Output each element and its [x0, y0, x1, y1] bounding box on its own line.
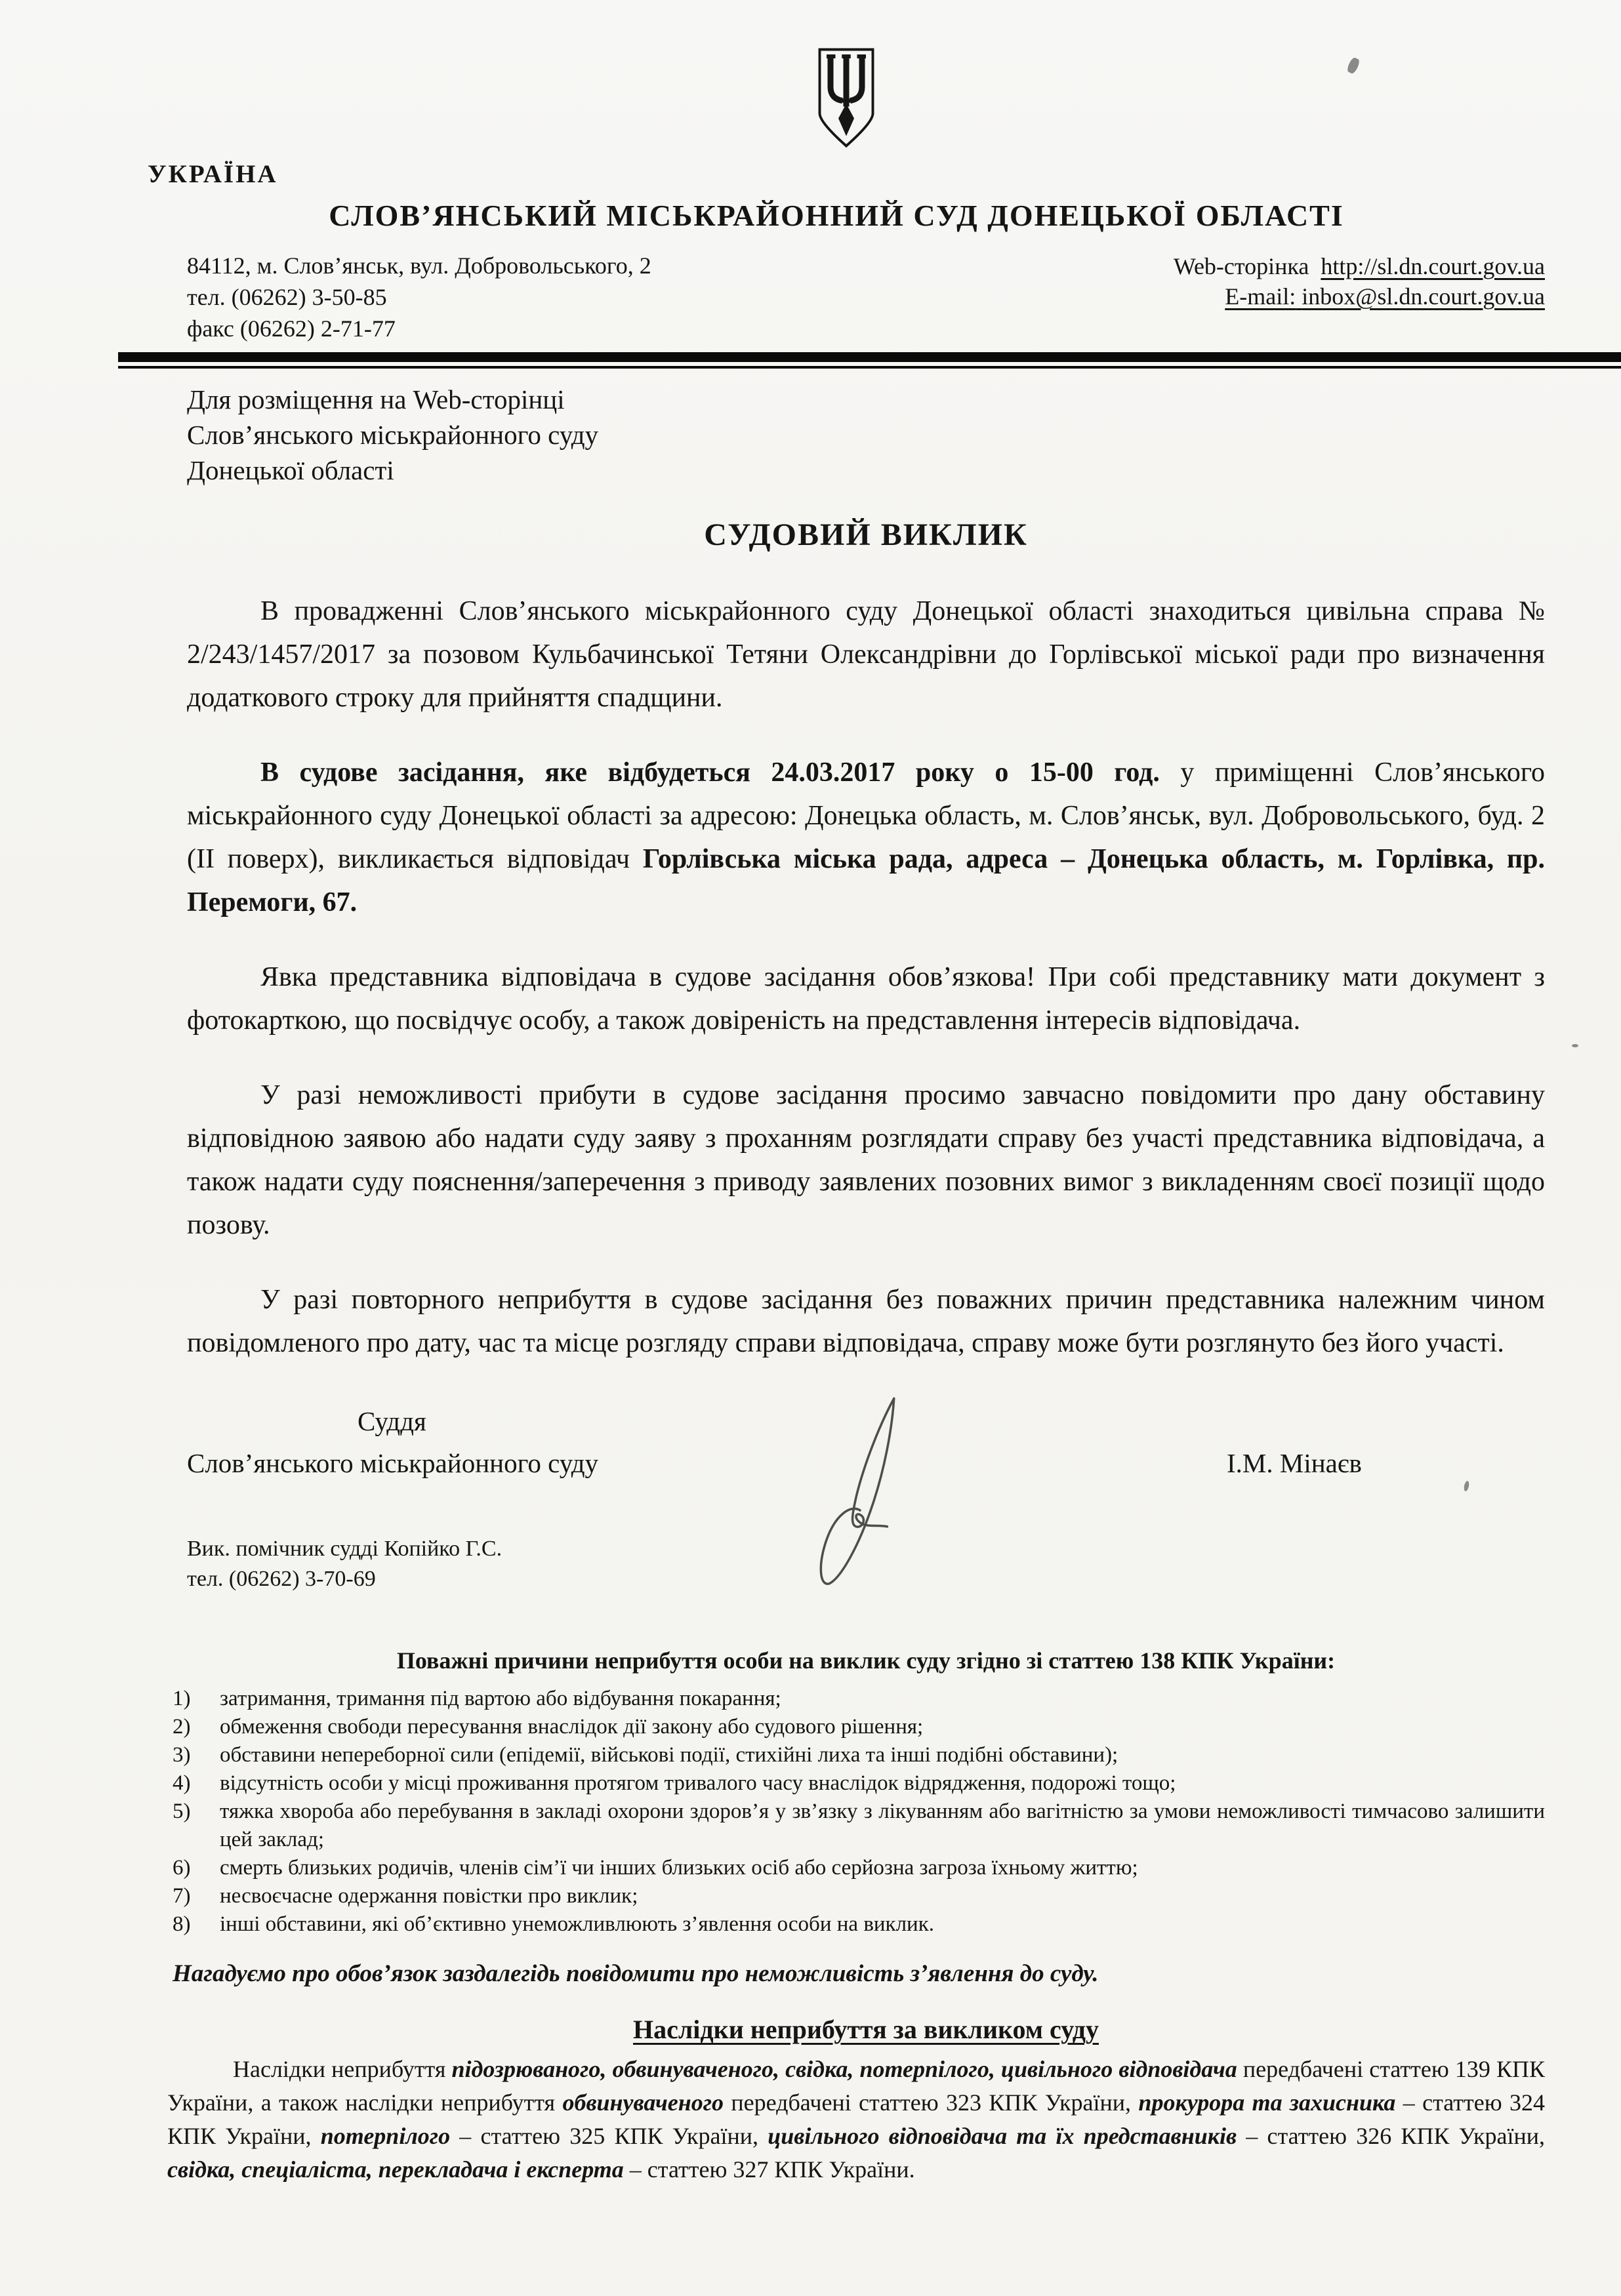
- email-label: E-mail:: [1225, 283, 1296, 310]
- email-line: [1174, 281, 1545, 312]
- assistant-name-line: Вик. помічник судді Копійко Г.С.: [187, 1537, 503, 1561]
- reason-item: 6) смерть близьких родичів, членів сім’ї чи інших близьких осіб або серйозна загроза їхньому життю;: [173, 1856, 1138, 1880]
- scan-artifact: [1572, 1044, 1578, 1047]
- email-address: inbox@sl.dn.court.gov.ua: [1302, 283, 1545, 310]
- judge-court-line: Слов’янського міськрайонного суду: [187, 1448, 599, 1478]
- document-title: СУДОВИЙ ВИКЛИК: [704, 517, 1028, 552]
- reason-item: 7) несвоєчасне одержання повістки про виклик;: [173, 1884, 638, 1908]
- recipient-note: [187, 382, 1545, 488]
- hearing-date-bold: В судове засідання, яке відбудеться 24.03.2017 року о 15-00 год.: [260, 757, 1160, 788]
- paragraph-case-info: В провадженні Слов’янського міськрайонного суду Донецької області знаходиться цивільна справа № 2/243/1457/2017 за позовом Кульбачинської Тетяни Олександрівни до Горлівської міської ради про визначення додаткового строку для прийняття спадщини.: [187, 596, 1545, 713]
- country-name: УКРАЇНА: [148, 160, 278, 188]
- paragraph-attendance: Явка представника відповідача в судове засідання обов’язкова! При собі представнику мати документ з фотокарткою, що посвідчує особу, а також довіреність на представлення інтересів відповідача.: [187, 962, 1545, 1036]
- reasons-list: [173, 1685, 1545, 1939]
- web-url: http://sl.dn.court.gov.ua: [1321, 253, 1545, 279]
- web-email-block: [1174, 250, 1545, 344]
- consequences-heading: Наслідки неприбуття за викликом суду: [633, 2015, 1099, 2044]
- recipient-line: Слов’янського міськрайонного суду: [187, 420, 599, 450]
- reason-item: 1) затримання, тримання під вартою або відбування покарання;: [173, 1687, 781, 1710]
- reason-item: 3) обставини непереборної сили (епідемії, військові події, стихійні лиха та інші подібні обставини);: [173, 1743, 1118, 1767]
- paragraph-repeat-absence: У разі повторного неприбуття в судове засідання без поважних причин представника належним чином повідомленого про дату, час та місце розгляду справи відповідача, справу може бути розглянуто без його участі.: [187, 1285, 1545, 1358]
- paragraph-hearing-info: В судове засідання, яке відбудеться 24.03.2017 року о 15-00 год. у приміщенні Слов’янського міськрайонного суду Донецької області за адресою: Донецька область, м. Слов’янськ, вул. Добровольського, буд. 2 (ІІ поверх), викликається відповідач Горлівська міська рада, адреса – Донецька область, м. Горлівка, пр. Перемоги, 67.: [187, 757, 1546, 917]
- reason-item: 8) інші обставини, які об’єктивно унеможливлюють з’явлення особи на виклик.: [173, 1912, 934, 1936]
- phone-line: тел. (06262) 3-50-85: [187, 284, 387, 310]
- paragraph-inability: У разі неможливості прибути в судове засідання просимо завчасно повідомити про дану обставину відповідною заявою або надати суду заяву з проханням розглядати справу без участі представника відповідача, а також надати суду пояснення/заперечення з приводу заявлених позовних вимог з викладенням своєї позиції щодо позову.: [187, 1080, 1545, 1240]
- judge-signature: [781, 1389, 977, 1592]
- contacts-row: [187, 250, 1545, 344]
- judge-name: І.М. Мінаєв: [1227, 1448, 1362, 1478]
- divider-rule-thin: [118, 366, 1621, 369]
- reason-item: 2) обмеження свободи пересування внаслідок дії закону або судового рішення;: [173, 1715, 924, 1739]
- recipient-line: Донецької області: [187, 455, 394, 485]
- court-address-block: [187, 250, 651, 344]
- reasons-heading: Поважні причини неприбуття особи на виклик суду згідно зі статтею 138 КПК України:: [396, 1647, 1336, 1674]
- consequences-paragraph: Наслідки неприбуття підозрюваного, обвинуваченого, свідка, потерпілого, цивільного відповідача передбачені статтею 139 КПК України, а також наслідки неприбуття обвинуваченого передбачені статтею 323 КПК України, прокурора та захисника – статтею 324 КПК України, потерпілого – статтею 325 КПК України, цивільного відповідача та їх представників – статтею 326 КПК України, свідка, спеціаліста, перекладача і експерта – статтею 327 КПК України.: [167, 2056, 1545, 2183]
- defendant-bold: Горлівська міська рада, адреса – Донецька область, м. Горлівка, пр. Перемоги, 67.: [187, 844, 1545, 917]
- emblem-wrap: [148, 46, 1545, 153]
- court-name: СЛОВ’ЯНСЬКИЙ МІСЬКРАЙОННИЙ СУД ДОНЕЦЬКОЇ ОБЛАСТІ: [329, 199, 1344, 232]
- reason-item: 4) відсутність особи у місці проживання протягом тривалого часу внаслідок відрядження, подорожі тощо;: [173, 1771, 1176, 1795]
- recipient-line: Для розміщення на Web-сторінці: [187, 384, 565, 414]
- web-line: [1174, 251, 1545, 281]
- assistant-phone-line: тел. (06262) 3-70-69: [187, 1567, 376, 1591]
- divider-rule-thick: [118, 352, 1621, 362]
- web-label: Web-сторінка: [1173, 253, 1309, 279]
- ukraine-trident-emblem: [815, 46, 878, 150]
- reason-item: 5) тяжка хвороба або перебування в закладі охорони здоров’я у зв’язку з лікуванням або вагітністю за умови неможливості тимчасово залишити цей заклад;: [173, 1800, 1545, 1851]
- fax-line: факс (06262) 2-71-77: [187, 315, 396, 342]
- assistant-note: [187, 1534, 502, 1594]
- judge-title: Суддя: [358, 1406, 426, 1436]
- address-line: 84112, м. Слов’янськ, вул. Добровольського, 2: [187, 252, 651, 279]
- reminder-note: Нагадуємо про обов’язок заздалегідь повідомити про неможливість з’явлення до суду.: [173, 1960, 1099, 1987]
- signature-block: [187, 1405, 1545, 1596]
